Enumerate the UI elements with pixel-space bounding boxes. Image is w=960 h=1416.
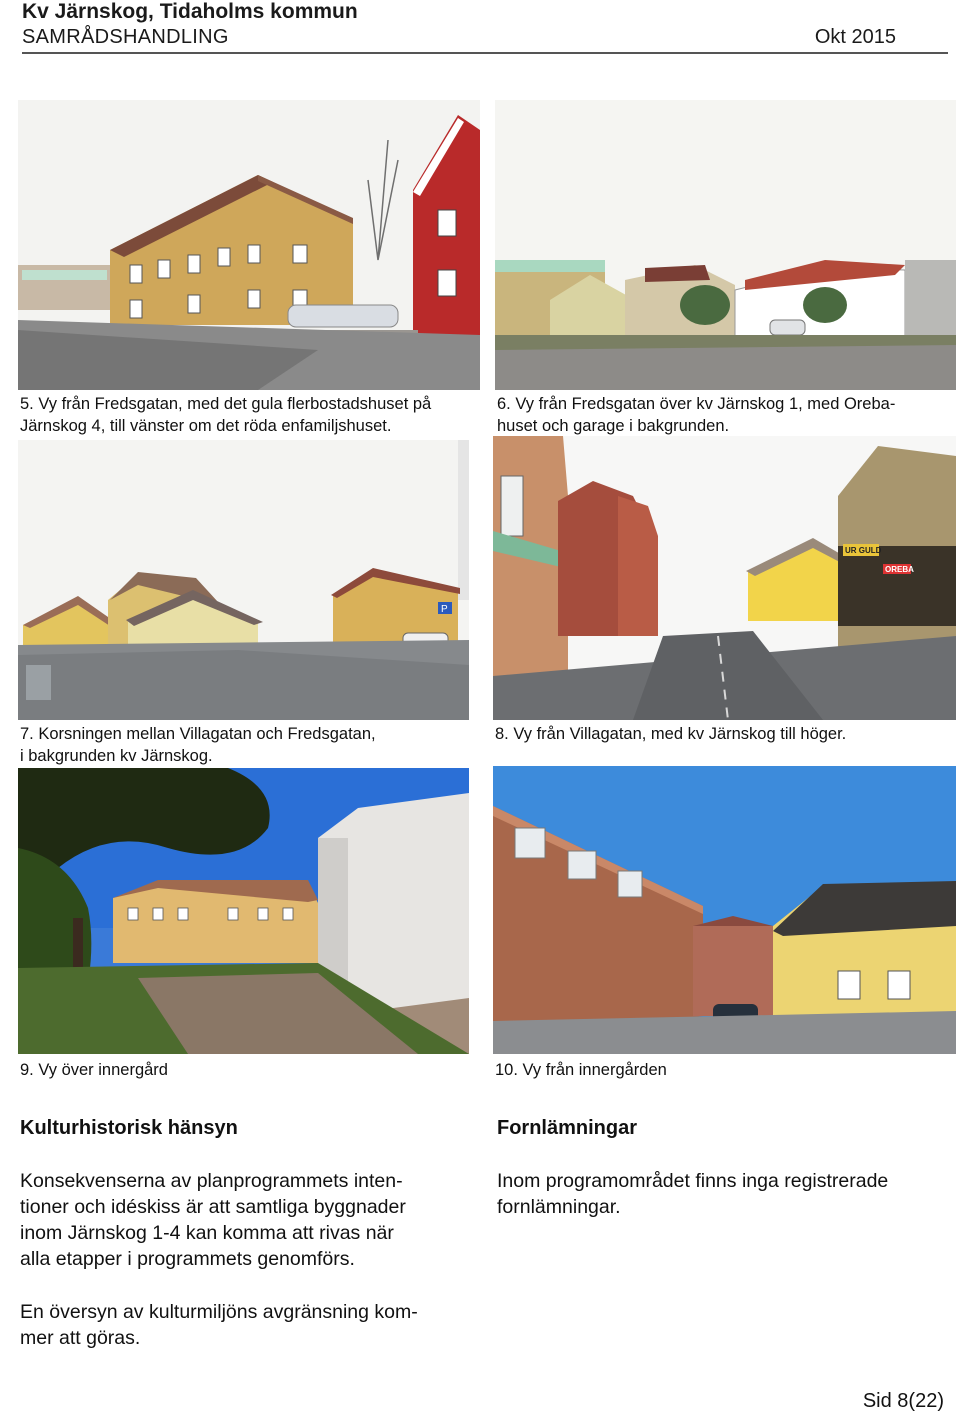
- caption-photo-10: 10. Vy från innergården: [495, 1061, 667, 1079]
- photo-7-korsningen-villagatan-fredsgatan: [18, 440, 469, 720]
- caption-photo-5: 5. Vy från Fredsgatan, med det gula flerbostadshuset på Järnskog 4, till vänster om det röda enfamiljshuset.: [20, 395, 432, 435]
- caption-photo-7: 7. Korsningen mellan Villagatan och Fredsgatan, i bakgrunden kv Järnskog.: [20, 725, 376, 765]
- shop-sign-oreba: OREBA: [885, 565, 914, 574]
- caption-photo-6: 6. Vy från Fredsgatan över kv Järnskog 1, med Oreba- huset och garage i bakgrunden.: [497, 395, 896, 435]
- paragraph-fornlamningar: Inom programområdet finns inga registrerade fornlämningar.: [497, 1170, 889, 1218]
- page-header: [22, 0, 948, 54]
- photo-6-jarnskog-1-oreba-garage: [495, 100, 956, 390]
- photo-5-fredsgatan-yellow-house: [18, 100, 480, 390]
- photo-9-innergard: [18, 768, 469, 1054]
- paragraph-konsekvenser: Konsekvenserna av planprogrammets inten- tioner och idéskiss är att samtliga byggnader inom Järnskog 1-4 kan komma att rivas när alla etapper i programmets genomförs.: [20, 1170, 406, 1270]
- heading-fornlamningar: Fornlämningar: [497, 1117, 638, 1139]
- document-status: SAMRÅDSHANDLING: [22, 26, 229, 48]
- shop-sign-urguld: UR GULD: [845, 546, 882, 555]
- photo-8-villagatan-jarnskog: [493, 436, 956, 720]
- photo-10-fran-innergarden: [493, 766, 956, 1054]
- page-number: Sid 8(22): [862, 1390, 944, 1412]
- caption-photo-9: 9. Vy över innergård: [20, 1061, 168, 1079]
- heading-kulturhistorisk-hansyn: Kulturhistorisk hänsyn: [20, 1117, 238, 1139]
- parking-sign-label: P: [441, 604, 448, 615]
- document-date: Okt 2015: [814, 26, 896, 48]
- paragraph-oversyn-kulturmiljo: En översyn av kulturmiljöns avgränsning kom- mer att göras.: [20, 1301, 418, 1349]
- document-title: Kv Järnskog, Tidaholms kommun: [22, 0, 358, 23]
- caption-photo-8: 8. Vy från Villagatan, med kv Järnskog till höger.: [495, 725, 847, 743]
